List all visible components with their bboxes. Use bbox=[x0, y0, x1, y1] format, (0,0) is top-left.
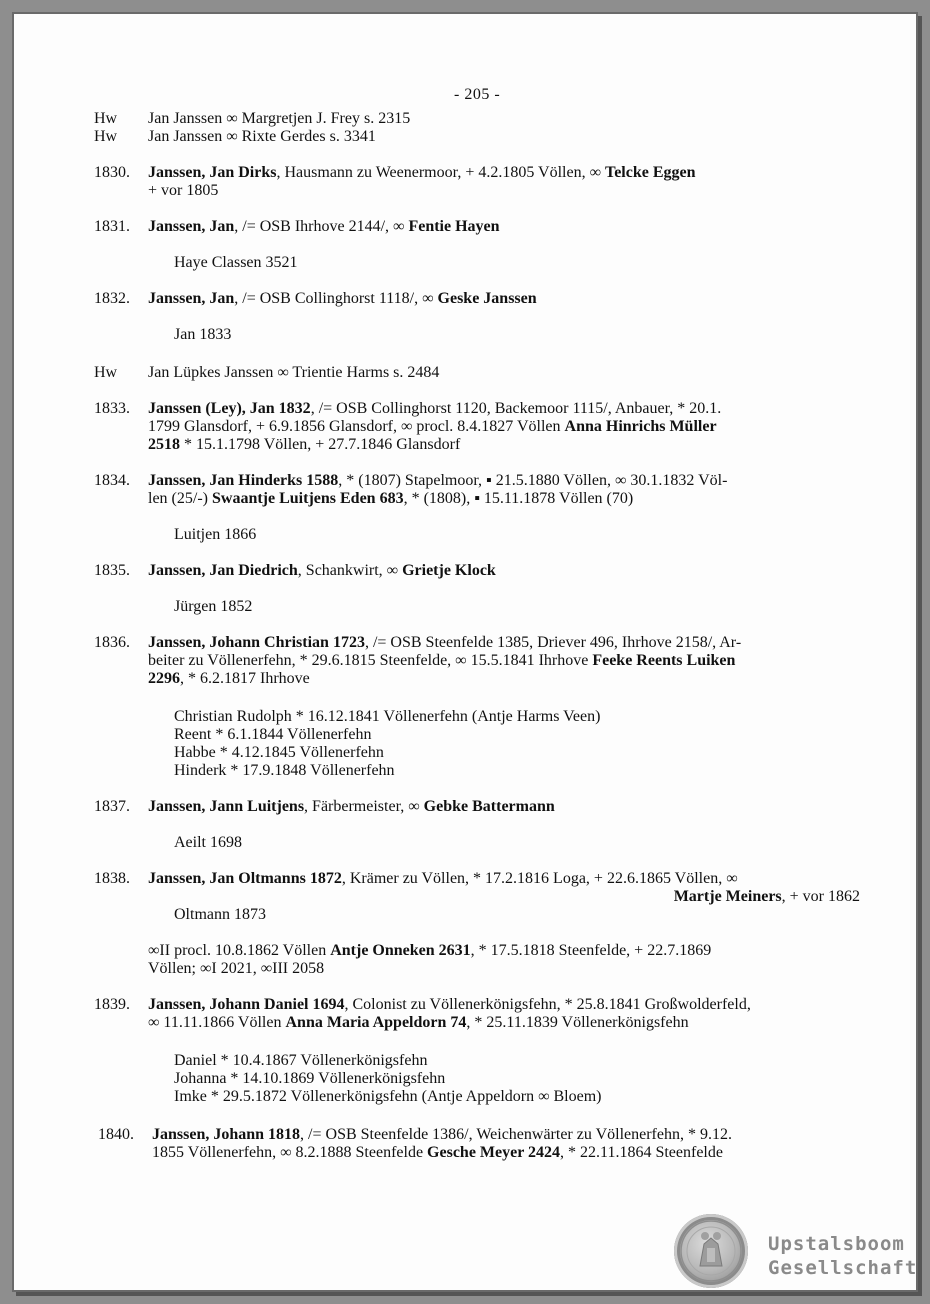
page-number: - 205 - bbox=[454, 86, 501, 103]
child-line: Christian Rudolph * 16.12.1841 Völlenerfehn (Antje Harms Veen) bbox=[174, 708, 601, 725]
hw-label: Hw bbox=[94, 364, 118, 381]
entry-text: , /= OSB Steenfelde 1385, Driever 496, Ihrhove 2158/, Ar- bbox=[364, 634, 742, 651]
spouse-name: Grietje Klock bbox=[402, 562, 496, 579]
entry-text: , Färbermeister, ∞ bbox=[304, 798, 424, 815]
entry-text: , * (1807) Stapelmoor, ▪ 21.5.1880 Völlen, ∞ 30.1.1832 Völ- bbox=[338, 472, 728, 489]
society-watermark bbox=[768, 1232, 917, 1280]
entry-text bbox=[148, 1014, 689, 1032]
entry-text: beiter zu Völlenerfehn, * 29.6.1815 Steenfelde, ∞ 15.5.1841 Ihrhove bbox=[148, 652, 593, 669]
entry-number: 1836. bbox=[94, 634, 130, 651]
entry-text: ∞ 11.11.1866 Völlen bbox=[148, 1014, 286, 1031]
entry-text: , * 6.2.1817 Ihrhove bbox=[180, 670, 310, 687]
person-name: Janssen, Jan Hinderks 1588 bbox=[148, 472, 339, 489]
entry-text: + vor 1805 bbox=[148, 182, 219, 199]
hw-label: Hw bbox=[94, 110, 118, 127]
entry-text: , Schankwirt, ∞ bbox=[297, 562, 403, 579]
spouse-name: Fentie Hayen bbox=[408, 218, 500, 235]
child-line: Jürgen 1852 bbox=[174, 598, 253, 615]
entry-1835 bbox=[148, 562, 496, 580]
child-line: Haye Classen 3521 bbox=[174, 254, 298, 271]
child-line: Imke * 29.5.1872 Völlenerkönigsfehn (Antje Appeldorn ∞ Bloem) bbox=[174, 1088, 602, 1105]
spouse-ref: 2518 bbox=[148, 436, 180, 453]
entry-1840 bbox=[152, 1126, 732, 1144]
entry-number: 1831. bbox=[94, 218, 130, 235]
entry-1834 bbox=[148, 472, 727, 490]
entry-text: ∞II procl. 10.8.1862 Völlen bbox=[148, 942, 331, 959]
entry-text: , /= OSB Collinghorst 1120, Backemoor 1115/, Anbauer, * 20.1. bbox=[310, 400, 722, 417]
child-line: Aeilt 1698 bbox=[174, 834, 242, 851]
spouse-name: Telcke Eggen bbox=[605, 164, 696, 181]
hw-label: Hw bbox=[94, 128, 118, 145]
child-line: Habbe * 4.12.1845 Völlenerfehn bbox=[174, 744, 384, 761]
child-line: Luitjen 1866 bbox=[174, 526, 257, 543]
entry-number: 1839. bbox=[94, 996, 130, 1013]
hw-line: Jan Janssen ∞ Rixte Gerdes s. 3341 bbox=[148, 128, 376, 145]
spouse-ref: 2296 bbox=[148, 670, 180, 687]
entry-1837 bbox=[148, 798, 555, 816]
watermark-line: Gesellschaft bbox=[768, 1257, 918, 1279]
child-line: Oltmann 1873 bbox=[174, 906, 266, 923]
entry-1831 bbox=[148, 218, 500, 236]
entry-text: , * 17.5.1818 Steenfelde, + 22.7.1869 bbox=[470, 942, 712, 959]
child-line: Hinderk * 17.9.1848 Völlenerfehn bbox=[174, 762, 395, 779]
entry-text bbox=[152, 1144, 723, 1162]
person-name: Janssen, Jann Luitjens bbox=[148, 798, 305, 815]
entry-number: 1833. bbox=[94, 400, 130, 417]
entry-text: , Hausmann zu Weenermoor, + 4.2.1805 Völlen, ∞ bbox=[276, 164, 605, 181]
entry-text: , + vor 1862 bbox=[781, 888, 860, 905]
entry-number: 1835. bbox=[94, 562, 130, 579]
entry-number: 1837. bbox=[94, 798, 130, 815]
spouse-name: Swaantje Luitjens Eden 683 bbox=[211, 490, 404, 507]
document-page bbox=[14, 14, 916, 1290]
entry-number: 1840. bbox=[98, 1126, 134, 1143]
spouse-name: Gebke Battermann bbox=[423, 798, 555, 815]
entry-text: , /= OSB Collinghorst 1118/, ∞ bbox=[234, 290, 438, 307]
person-name: Janssen, Jan Diedrich bbox=[148, 562, 298, 579]
entry-number: 1838. bbox=[94, 870, 130, 887]
person-name: Janssen, Jan bbox=[148, 218, 235, 235]
entry-text: , * 22.11.1864 Steenfelde bbox=[560, 1144, 723, 1161]
entry-text bbox=[674, 888, 860, 906]
entry-1838 bbox=[148, 870, 738, 888]
person-name: Janssen (Ley), Jan 1832 bbox=[148, 400, 311, 417]
entry-1833 bbox=[148, 400, 721, 418]
entry-text bbox=[148, 490, 633, 508]
hw-line: Jan Lüpkes Janssen ∞ Trientie Harms s. 2484 bbox=[148, 364, 440, 381]
child-line: Johanna * 14.10.1869 Völlenerkönigsfehn bbox=[174, 1070, 446, 1087]
entry-1832 bbox=[148, 290, 537, 308]
person-name: Janssen, Johann Christian 1723 bbox=[148, 634, 365, 651]
entry-number: 1830. bbox=[94, 164, 130, 181]
person-name: Janssen, Johann Daniel 1694 bbox=[148, 996, 345, 1013]
spouse-name: Anna Hinrichs Müller bbox=[564, 418, 717, 435]
entry-text: , * (1808), ▪ 15.11.1878 Völlen (70) bbox=[403, 490, 634, 507]
entry-text: , * 25.11.1839 Völlenerkönigsfehn bbox=[466, 1014, 689, 1031]
entry-text: , /= OSB Ihrhove 2144/, ∞ bbox=[234, 218, 409, 235]
entry-text: Völlen; ∞I 2021, ∞III 2058 bbox=[148, 960, 325, 977]
person-name: Janssen, Johann 1818 bbox=[152, 1126, 301, 1143]
entry-1836 bbox=[148, 634, 741, 652]
child-line: Daniel * 10.4.1867 Völlenerkönigsfehn bbox=[174, 1052, 428, 1069]
entry-number: 1834. bbox=[94, 472, 130, 489]
person-name: Janssen, Jan Oltmanns 1872 bbox=[148, 870, 342, 887]
entry-text: , /= OSB Steenfelde 1386/, Weichenwärter zu Völlenerfehn, * 9.12. bbox=[300, 1126, 732, 1143]
child-line: Jan 1833 bbox=[174, 326, 232, 343]
entry-text: , Krämer zu Völlen, * 17.2.1816 Loga, + 22.6.1865 Völlen, ∞ bbox=[341, 870, 738, 887]
spouse-name: Gesche Meyer 2424 bbox=[427, 1144, 561, 1161]
spouse-name: Feeke Reents Luiken bbox=[592, 652, 736, 669]
entry-text bbox=[148, 418, 717, 436]
entry-number: 1832. bbox=[94, 290, 130, 307]
spouse-name: Geske Janssen bbox=[437, 290, 537, 307]
spouse-name: Antje Onneken 2631 bbox=[330, 942, 471, 959]
entry-text: , Colonist zu Völlenerkönigsfehn, * 25.8.1841 Großwolderfeld, bbox=[344, 996, 751, 1013]
hw-line: Jan Janssen ∞ Margretjen J. Frey s. 2315 bbox=[148, 110, 411, 127]
child-line: Reent * 6.1.1844 Völlenerfehn bbox=[174, 726, 372, 743]
spouse-name: Anna Maria Appeldorn 74 bbox=[285, 1014, 467, 1031]
entry-text bbox=[148, 436, 460, 454]
person-name: Janssen, Jan Dirks bbox=[148, 164, 277, 181]
person-name: Janssen, Jan bbox=[148, 290, 235, 307]
watermark-line: Upstalsboom bbox=[768, 1233, 905, 1255]
entry-text bbox=[148, 670, 310, 688]
entry-text: * 15.1.1798 Völlen, + 27.7.1846 Glansdorf bbox=[180, 436, 461, 453]
entry-text: len (25/-) bbox=[148, 490, 212, 507]
spouse-name: Martje Meiners bbox=[673, 888, 782, 905]
entry-text: 1855 Völlenerfehn, ∞ 8.2.1888 Steenfelde bbox=[152, 1144, 428, 1161]
entry-text: 1799 Glansdorf, + 6.9.1856 Glansdorf, ∞ procl. 8.4.1827 Völlen bbox=[148, 418, 565, 435]
marriage-line bbox=[148, 942, 711, 960]
entry-1839 bbox=[148, 996, 751, 1014]
society-seal-icon bbox=[674, 1214, 748, 1288]
entry-1830 bbox=[148, 164, 696, 182]
entry-text bbox=[148, 652, 735, 670]
